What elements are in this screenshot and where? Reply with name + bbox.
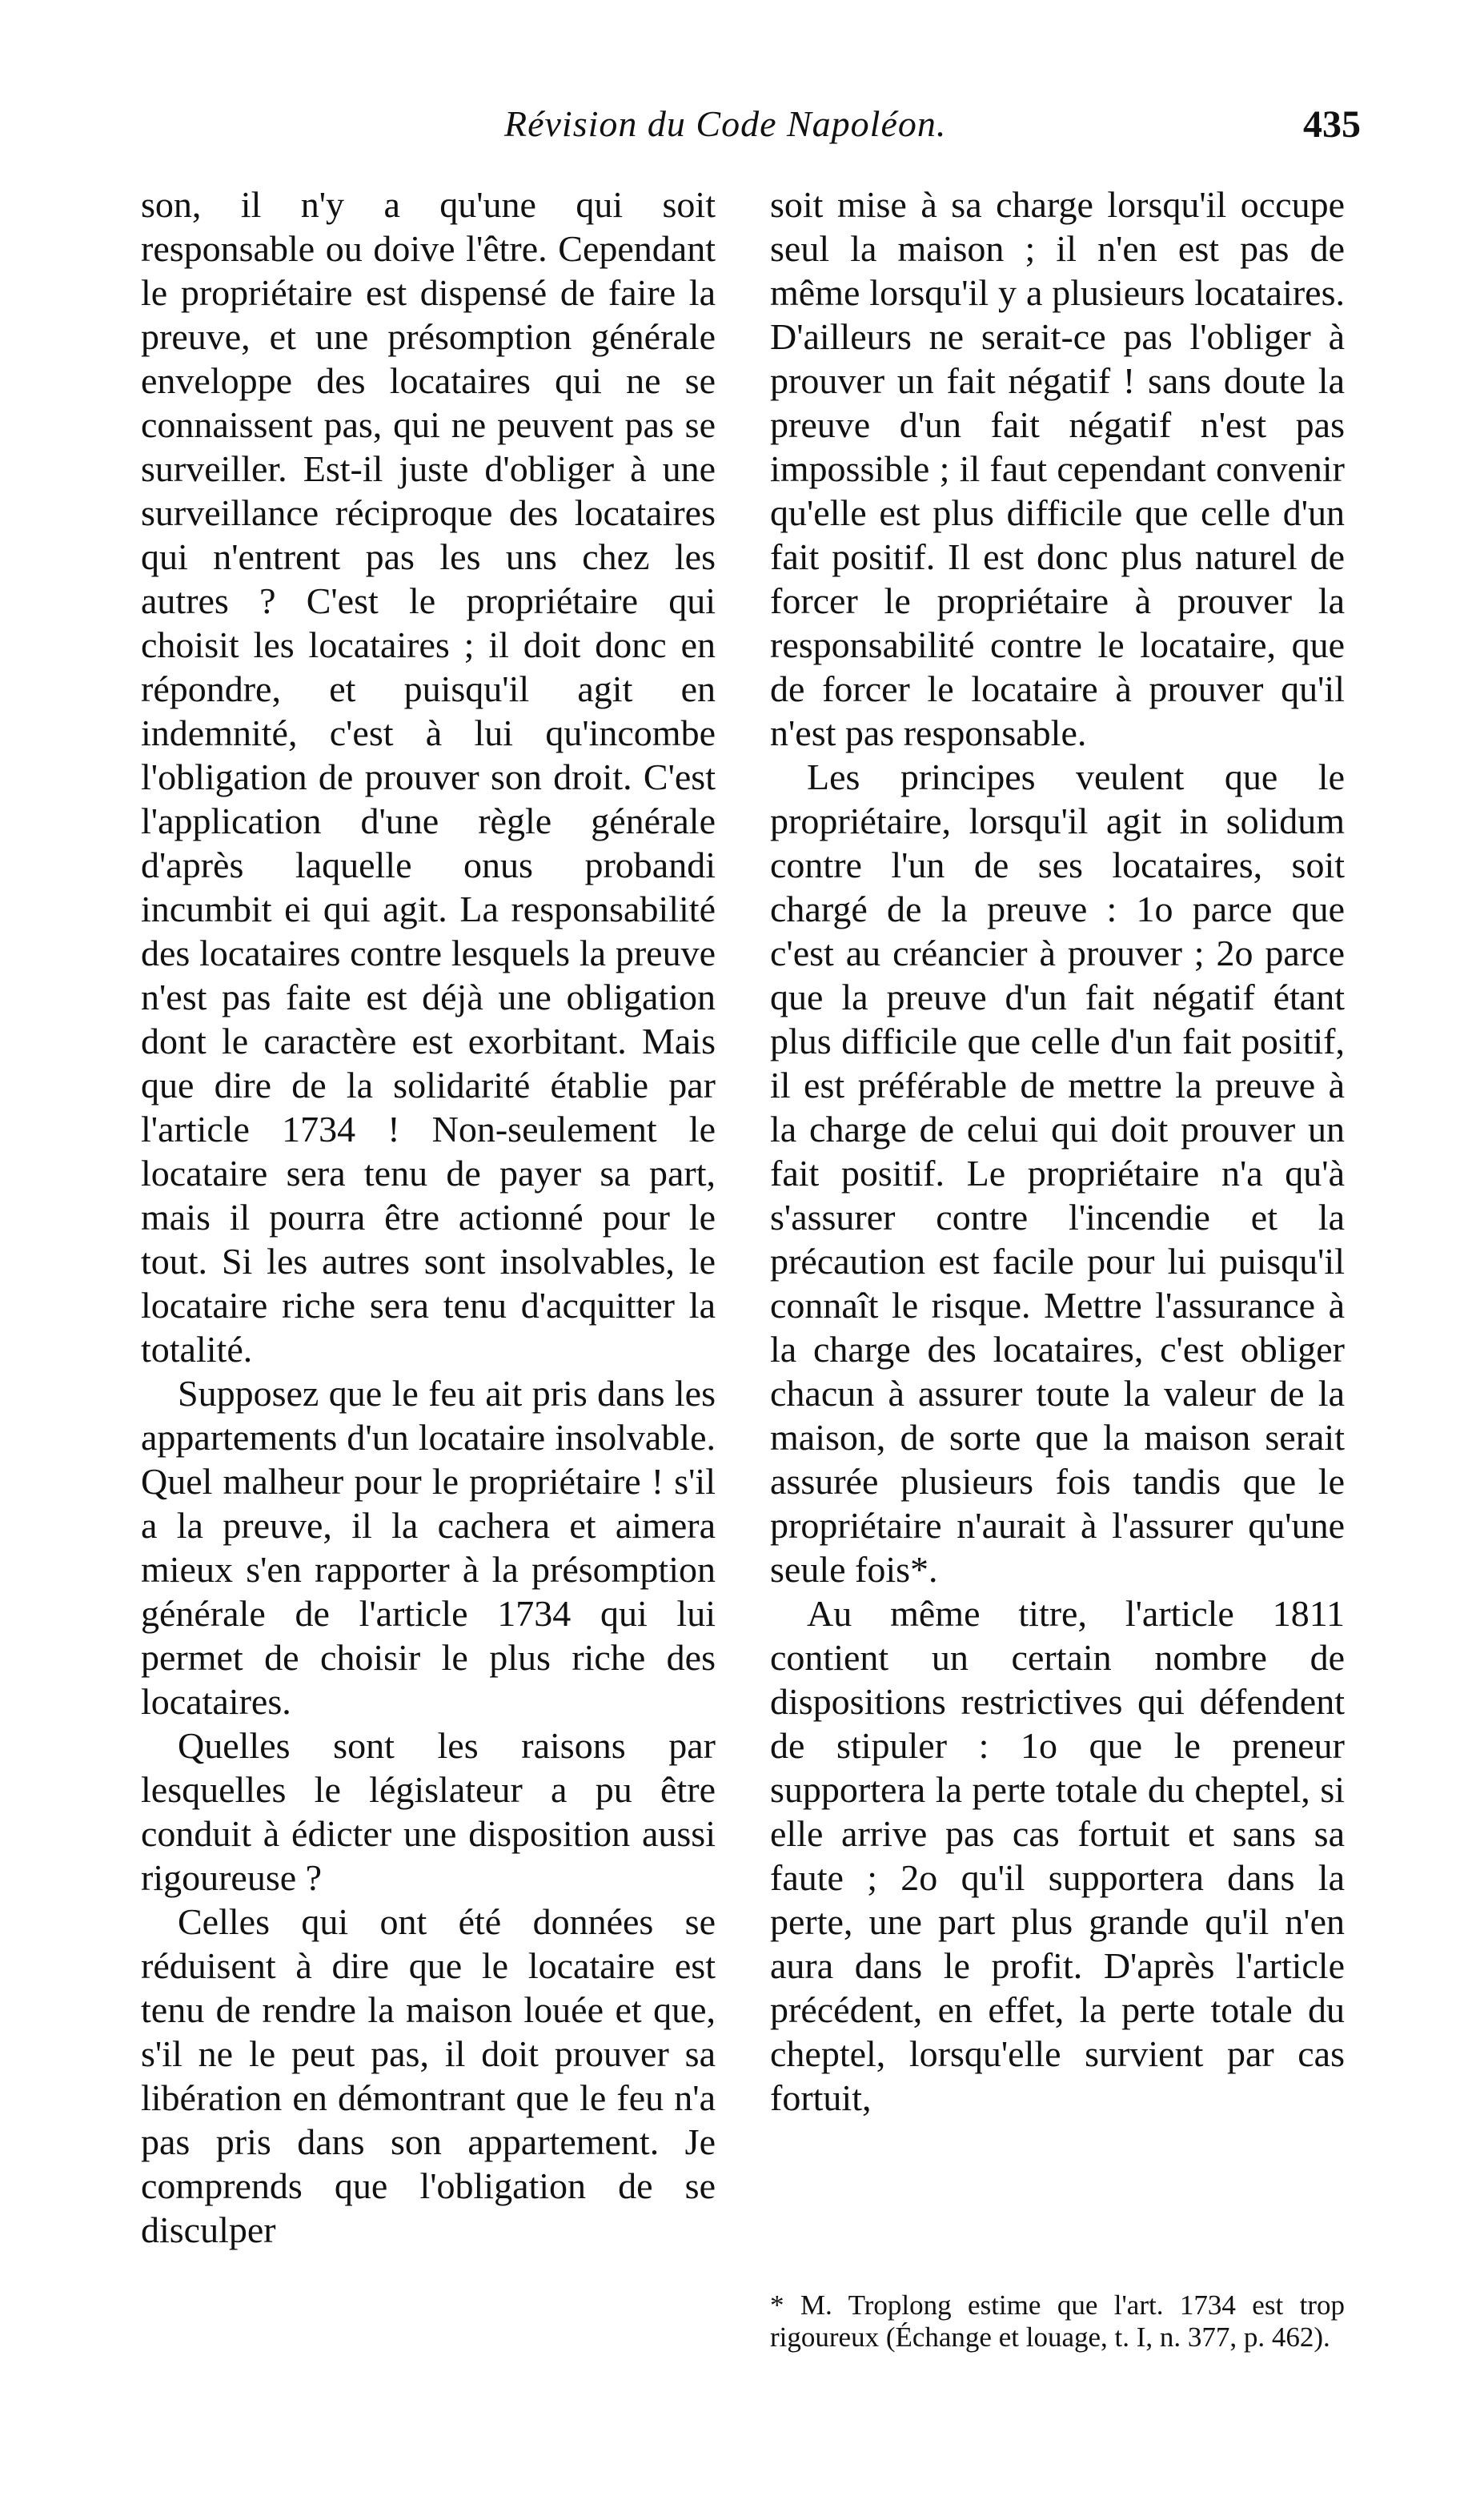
- right-column: [770, 183, 1345, 2120]
- left-paragraph-1: son, il n'y a qu'une qui soit responsable ou doive l'être. Cependant le propriétaire est dispensé de faire la preuve, et une présomption générale enveloppe des locataires qui ne se connaissent pas, qui ne peuvent pas se surveiller. Est-il juste d'obliger à une surveillance réciproque des locataires qui n'entrent pas les uns chez les autres ? C'est le propriétaire qui choisit les locataires ; il doit donc en répondre, et puisqu'il agit en indemnité, c'est à lui qu'incombe l'obligation de prouver son droit. C'est l'application d'une règle générale d'après laquelle onus probandi incumbit ei qui agit. La responsabilité des locataires contre lesquels la preuve n'est pas faite est déjà une obligation dont le caractère est exorbitant. Mais que dire de la solidarité établie par l'article 1734 ! Non-seulement le locataire sera tenu de payer sa part, mais il pourra être actionné pour le tout. Si les autres sont insolvables, le locataire riche sera tenu d'acquitter la totalité.: [141, 184, 716, 1370]
- right-paragraph-1: soit mise à sa charge lorsqu'il occupe seul la maison ; il n'en est pas de même lorsqu'il y a plusieurs locataires. D'ailleurs ne serait-ce pas l'obliger à prouver un fait négatif ! sans doute la preuve d'un fait négatif n'est pas impossible ; il faut cependant convenir qu'elle est plus difficile que celle d'un fait positif. Il est donc plus naturel de forcer le propriétaire à prouver la responsabilité contre le locataire, que de forcer le locataire à prouver qu'il n'est pas responsable.: [770, 184, 1345, 753]
- left-paragraph-2: Supposez que le feu ait pris dans les appartements d'un locataire insolvable. Quel malheur pour le propriétaire ! s'il a la preuve, il la cachera et aimera mieux s'en rapporter à la présomption générale de l'article 1734 qui lui permet de choisir le plus riche des locataires.: [141, 1373, 716, 1722]
- running-title: Révision du Code Napoléon.: [504, 103, 947, 144]
- left-column: [141, 183, 716, 2252]
- footnote: * M. Troplong estime que l'art. 1734 est trop rigoureux (Échange et louage, t. I, n. 377, p. 462).: [770, 2289, 1345, 2353]
- left-paragraph-3: Quelles sont les raisons par lesquelles le législateur a pu être conduit à édicter une disposition aussi rigoureuse ?: [141, 1725, 716, 1898]
- right-paragraph-2: Les principes veulent que le propriétaire, lorsqu'il agit in solidum contre l'un de ses locataires, soit chargé de la preuve : 1o parce que c'est au créancier à prouver ; 2o parce que la preuve d'un fait négatif étant plus difficile que celle d'un fait positif, il est préférable de mettre la preuve à la charge de celui qui doit prouver un fait positif. Le propriétaire n'a qu'à s'assurer contre l'incendie et la précaution est facile pour lui puisqu'il connaît le risque. Mettre l'assurance à la charge des locataires, c'est obliger chacun à assurer toute la valeur de la maison, de sorte que la maison serait assurée plusieurs fois tandis que le propriétaire n'aurait à l'assurer qu'une seule fois*.: [770, 756, 1345, 1590]
- left-paragraph-4: Celles qui ont été données se réduisent à dire que le locataire est tenu de rendre la maison louée et que, s'il ne le peut pas, il doit prouver sa libération en démontrant que le feu n'a pas pris dans son appartement. Je comprends que l'obligation de se disculper: [141, 1901, 716, 2250]
- page-number: 435: [1303, 103, 1361, 146]
- right-paragraph-3: Au même titre, l'article 1811 contient un certain nombre de dispositions restrictives qui défendent de stipuler : 1o que le preneur supportera la perte totale du cheptel, si elle arrive pas cas fortuit et sans sa faute ; 2o qu'il supportera dans la perte, une part plus grande qu'il n'en aura dans le profit. D'après l'article précédent, en effet, la perte totale du cheptel, lorsqu'elle survient par cas fortuit,: [770, 1593, 1345, 2118]
